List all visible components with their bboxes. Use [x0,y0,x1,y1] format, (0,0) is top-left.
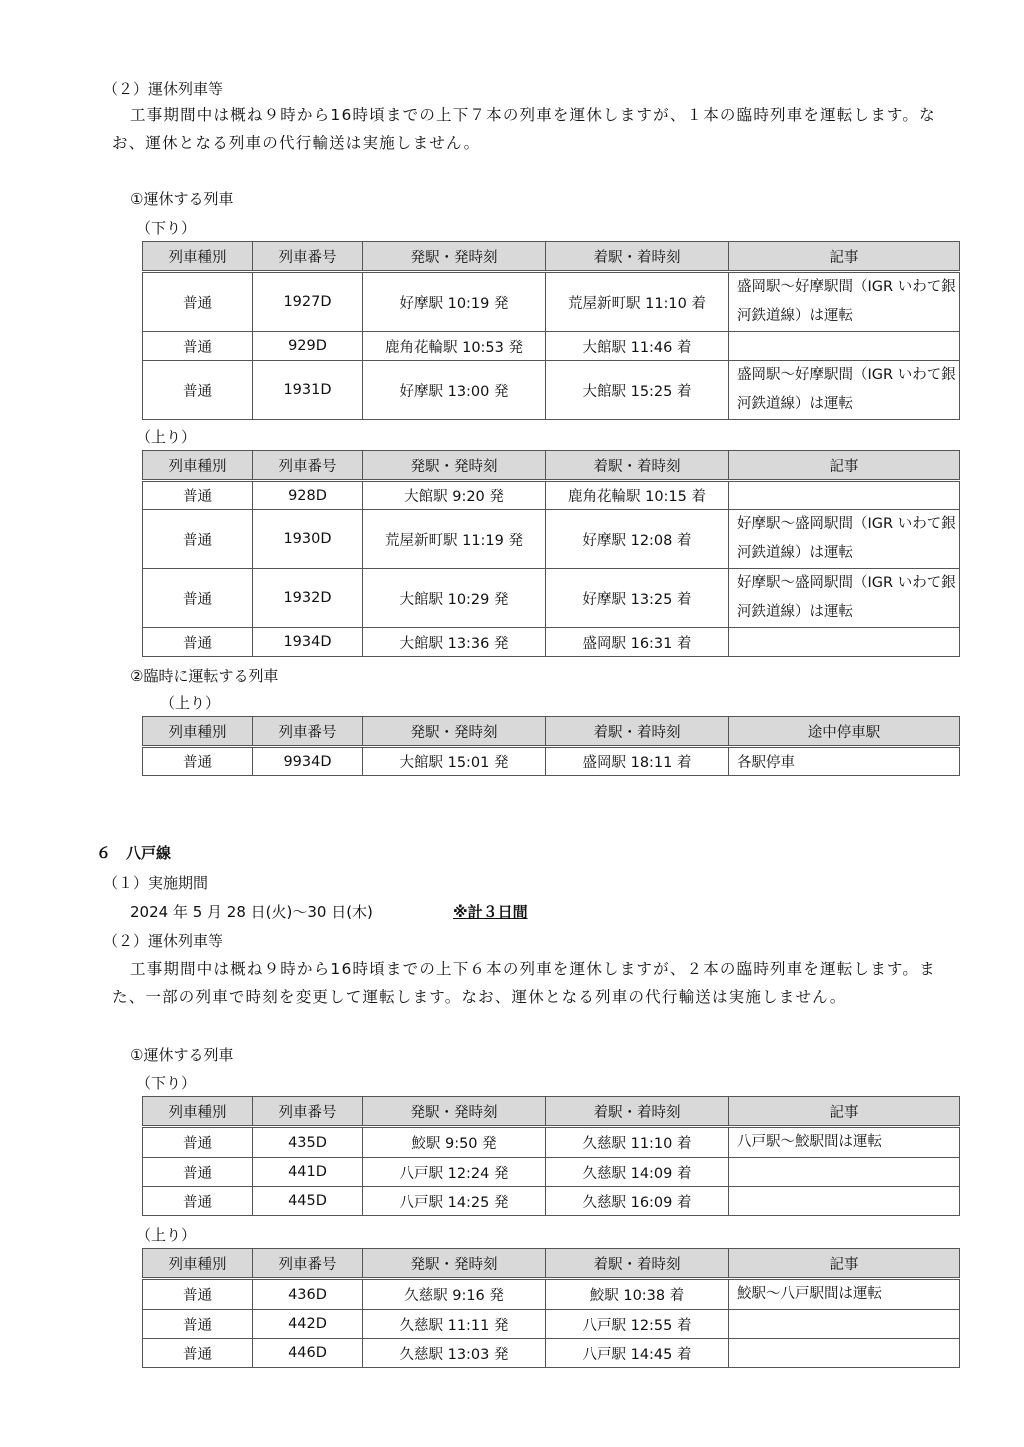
column-header-remarks: 記事 [729,451,960,481]
cell-arrival: 久慈駅 14:09 着 [546,1158,729,1187]
cell-train-type: 普通 [143,1187,253,1216]
column-header-train-number: 列車番号 [253,1249,363,1279]
cell-remarks: 盛岡駅～好摩駅間（IGR いわて銀河鉄道線）は運転 [729,272,960,332]
cell-remarks [729,481,960,510]
extra-trains-heading: ②臨時に運転する列車 [130,667,279,685]
cancellation-paragraph-6: 工事期間中は概ね９時から16時頃までの上下６本の列車を運休しますが、２本の臨時列車を運転します。また、一部の列車で時刻を変更して運転します。なお、運休となる列車の代行輸送は実施しません。 [112,960,936,1006]
table-row [143,569,960,628]
down-direction-label-6: （下り） [136,1074,197,1092]
table-row [143,628,960,657]
table-row [143,332,960,361]
period-dates: 2024 年 5 月 28 日(火)～30 日(木) [130,903,373,921]
table-row [143,272,960,332]
table-cancelled-down [142,241,960,420]
cell-train-type: 普通 [143,510,253,569]
cell-remarks: 盛岡駅～好摩駅間（IGR いわて銀河鉄道線）は運転 [729,361,960,420]
column-header-train-number: 列車番号 [253,451,363,481]
table-row [143,1279,960,1310]
column-header-train-number: 列車番号 [253,1097,363,1127]
cell-train-number: 435D [253,1127,363,1158]
cell-departure: 大館駅 15:01 発 [363,747,546,776]
column-header-departure: 発駅・発時刻 [363,717,546,747]
cell-train-type: 普通 [143,628,253,657]
cell-train-number: 436D [253,1279,363,1310]
cell-remarks: 各駅停車 [729,747,960,776]
cell-arrival: 盛岡駅 16:31 着 [546,628,729,657]
cell-departure: 鹿角花輪駅 10:53 発 [363,332,546,361]
cell-train-number: 442D [253,1310,363,1339]
column-header-departure: 発駅・発時刻 [363,1249,546,1279]
table-header-row [143,717,960,747]
cell-train-number: 441D [253,1158,363,1187]
column-header-arrival: 着駅・着時刻 [546,1249,729,1279]
cell-train-number: 928D [253,481,363,510]
table-row [143,747,960,776]
column-header-arrival: 着駅・着時刻 [546,242,729,272]
table-row [143,510,960,569]
cell-arrival: 久慈駅 11:10 着 [546,1127,729,1158]
table-row [143,1158,960,1187]
column-header-train-number: 列車番号 [253,717,363,747]
down-direction-label: （下り） [136,219,197,237]
table-cancelled-down-6 [142,1096,960,1216]
cell-arrival: 盛岡駅 18:11 着 [546,747,729,776]
cell-departure: 荒屋新町駅 11:19 発 [363,510,546,569]
table-header-row [143,1097,960,1127]
cell-departure: 八戸駅 14:25 発 [363,1187,546,1216]
cell-train-type: 普通 [143,272,253,332]
cell-departure: 久慈駅 9:16 発 [363,1279,546,1310]
table-row [143,361,960,420]
cell-train-number: 1932D [253,569,363,628]
cell-train-type: 普通 [143,747,253,776]
cell-departure: 大館駅 13:36 発 [363,628,546,657]
cell-arrival: 大館駅 15:25 着 [546,361,729,420]
cancelled-trains-heading-6: ①運休する列車 [130,1046,234,1064]
column-header-remarks: 記事 [729,1097,960,1127]
section-title-hachinohe-line: ６ 八戸線 [96,844,172,862]
cell-remarks [729,332,960,361]
table-row [143,481,960,510]
table-row [143,1310,960,1339]
cell-train-type: 普通 [143,1339,253,1368]
column-header-train-type: 列車種別 [143,1097,253,1127]
cell-departure: 好摩駅 10:19 発 [363,272,546,332]
cell-arrival: 好摩駅 13:25 着 [546,569,729,628]
sub-heading-cancelled-trains: （２）運休列車等 [103,80,224,98]
up-direction-label: （上り） [136,428,197,446]
cell-train-number: 929D [253,332,363,361]
cell-train-number: 1930D [253,510,363,569]
period-total-note: ※計３日間 [453,903,528,921]
cell-departure: 久慈駅 13:03 発 [363,1339,546,1368]
cell-arrival: 鮫駅 10:38 着 [546,1279,729,1310]
cell-train-number: 446D [253,1339,363,1368]
cell-remarks: 好摩駅～盛岡駅間（IGR いわて銀河鉄道線）は運転 [729,569,960,628]
cell-train-number: 1927D [253,272,363,332]
table-cancelled-up-6 [142,1248,960,1368]
column-header-train-type: 列車種別 [143,451,253,481]
table-row [143,1339,960,1368]
column-header-remarks: 記事 [729,242,960,272]
cell-train-type: 普通 [143,361,253,420]
column-header-arrival: 着駅・着時刻 [546,451,729,481]
cell-train-type: 普通 [143,1310,253,1339]
column-header-train-type: 列車種別 [143,1249,253,1279]
cell-arrival: 荒屋新町駅 11:10 着 [546,272,729,332]
cell-train-type: 普通 [143,1279,253,1310]
cell-remarks [729,1339,960,1368]
cell-arrival: 大館駅 11:46 着 [546,332,729,361]
cell-arrival: 好摩駅 12:08 着 [546,510,729,569]
cell-remarks: 八戸駅～鮫駅間は運転 [729,1127,960,1158]
table-cancelled-up [142,450,960,657]
cell-remarks [729,1310,960,1339]
cell-remarks [729,1187,960,1216]
cell-arrival: 鹿角花輪駅 10:15 着 [546,481,729,510]
cell-train-number: 1934D [253,628,363,657]
cell-train-number: 445D [253,1187,363,1216]
column-header-departure: 発駅・発時刻 [363,242,546,272]
table-row [143,1127,960,1158]
column-header-train-number: 列車番号 [253,242,363,272]
cell-train-number: 9934D [253,747,363,776]
column-header-departure: 発駅・発時刻 [363,1097,546,1127]
column-header-departure: 発駅・発時刻 [363,451,546,481]
cell-train-number: 1931D [253,361,363,420]
cell-train-type: 普通 [143,481,253,510]
table-header-row [143,1249,960,1279]
sub-heading-period: （１）実施期間 [103,874,209,892]
cell-train-type: 普通 [143,1127,253,1158]
cell-arrival: 八戸駅 12:55 着 [546,1310,729,1339]
extra-up-direction-label: （上り） [160,694,221,712]
table-row [143,1187,960,1216]
column-header-train-type: 列車種別 [143,242,253,272]
cancelled-trains-heading: ①運休する列車 [130,190,234,208]
column-header-train-type: 列車種別 [143,717,253,747]
column-header-remarks: 記事 [729,1249,960,1279]
cell-departure: 好摩駅 13:00 発 [363,361,546,420]
cell-train-type: 普通 [143,332,253,361]
cell-arrival: 久慈駅 16:09 着 [546,1187,729,1216]
table-header-row [143,451,960,481]
column-header-arrival: 着駅・着時刻 [546,1097,729,1127]
cell-remarks: 好摩駅～盛岡駅間（IGR いわて銀河鉄道線）は運転 [729,510,960,569]
table-extra-up [142,716,960,776]
table-header-row [143,242,960,272]
sub-heading-cancelled-trains-6: （２）運休列車等 [103,932,224,950]
cell-departure: 大館駅 10:29 発 [363,569,546,628]
cell-departure: 久慈駅 11:11 発 [363,1310,546,1339]
cancellation-paragraph: 工事期間中は概ね９時から16時頃までの上下７本の列車を運休しますが、１本の臨時列車を運転します。なお、運休となる列車の代行輸送は実施しません。 [112,106,936,152]
cell-departure: 大館駅 9:20 発 [363,481,546,510]
cell-train-type: 普通 [143,1158,253,1187]
cell-remarks: 鮫駅～八戸駅間は運転 [729,1279,960,1310]
up-direction-label-6: （上り） [136,1226,197,1244]
column-header-remarks: 途中停車駅 [729,717,960,747]
column-header-arrival: 着駅・着時刻 [546,717,729,747]
cell-arrival: 八戸駅 14:45 着 [546,1339,729,1368]
cell-remarks [729,628,960,657]
cell-departure: 八戸駅 12:24 発 [363,1158,546,1187]
cell-train-type: 普通 [143,569,253,628]
cell-departure: 鮫駅 9:50 発 [363,1127,546,1158]
cell-remarks [729,1158,960,1187]
